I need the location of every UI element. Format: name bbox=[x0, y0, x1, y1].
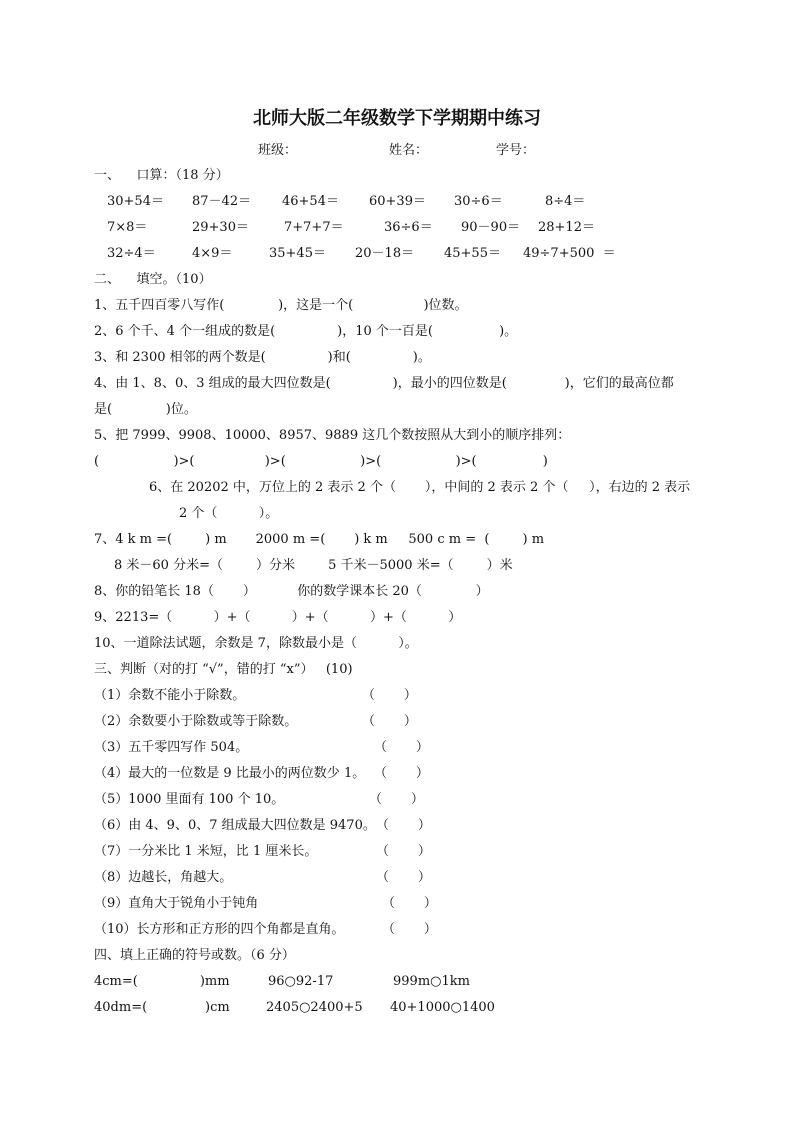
judge-blank: （ ） bbox=[376, 870, 431, 885]
fill-question-10: 10、一道除法试题，余数是 7，除数最小是（ ）。 bbox=[94, 636, 418, 651]
fill-symbol-item: 2405○2400+5 bbox=[266, 1000, 363, 1015]
judge-item: （7）一分米比 1 米短，比 1 厘米长。 bbox=[94, 844, 318, 859]
judge-item: （1）余数不能小于除数。 bbox=[94, 688, 246, 703]
fill-question-8: 8、你的铅笔长 18（ ） 你的数学课本长 20（ ） bbox=[94, 584, 489, 599]
fill-symbol-item: 40+1000○1400 bbox=[390, 1000, 495, 1015]
fill-symbol-item: 40dm=( )cm bbox=[94, 1000, 230, 1015]
calc-item: 28+12＝ bbox=[538, 220, 595, 235]
section3-heading: 三、判断（对的打 “√”，错的打 “x”） (10) bbox=[94, 662, 353, 677]
calc-item: 7+7+7＝ bbox=[284, 220, 344, 235]
calc-item: 49÷7+500 ＝ bbox=[523, 246, 616, 261]
student-id-label: 学号： bbox=[496, 143, 536, 158]
judge-item: （10）长方形和正方形的四个角都是直角。 bbox=[94, 922, 345, 937]
calc-item: 30÷6＝ bbox=[454, 194, 503, 209]
calc-item: 30+54＝ bbox=[107, 194, 164, 209]
name-label: 姓名： bbox=[389, 143, 429, 158]
calc-item: 36÷6＝ bbox=[384, 220, 433, 235]
fill-question-6-cont: 2 个（ ）。 bbox=[179, 506, 279, 521]
calc-item: 8÷4＝ bbox=[545, 194, 586, 209]
class-label: 班级： bbox=[258, 143, 298, 158]
judge-item: （9）直角大于锐角小于钝角 bbox=[94, 896, 259, 911]
calc-item: 45+55＝ bbox=[444, 246, 501, 261]
calc-item: 32÷4＝ bbox=[107, 246, 156, 261]
calc-item: 90－90＝ bbox=[461, 220, 521, 235]
judge-blank: （ ） bbox=[382, 896, 437, 911]
calc-item: 20－18＝ bbox=[355, 246, 415, 261]
calc-item: 35+45＝ bbox=[269, 246, 326, 261]
calc-item: 7×8＝ bbox=[107, 220, 148, 235]
judge-blank: （ ） bbox=[374, 740, 429, 755]
judge-item: （4）最大的一位数是 9 比最小的两位数少 1。 bbox=[94, 766, 366, 781]
fill-symbol-item: 96○92-17 bbox=[268, 974, 334, 989]
judge-item: （2）余数要小于除数或等于除数。 bbox=[94, 714, 298, 729]
fill-question-7-cont: 8 米－60 分米=（ ）分米 5 千米－5000 米=（ ）米 bbox=[114, 558, 513, 573]
fill-question-4: 4、由 1、8、0、3 组成的最大四位数是( )，最小的四位数是( )，它们的最高位都 bbox=[94, 376, 674, 391]
judge-blank: （ ） bbox=[374, 766, 429, 781]
fill-symbol-item: 4cm=( )mm bbox=[94, 974, 230, 989]
judge-blank: （ ） bbox=[369, 792, 424, 807]
calc-item: 4×9＝ bbox=[192, 246, 233, 261]
calc-item: 60+39＝ bbox=[369, 194, 426, 209]
judge-blank: （ ） bbox=[376, 818, 431, 833]
fill-question-1: 1、五千四百零八写作( )，这是一个( )位数。 bbox=[94, 298, 468, 313]
section1-heading: 一、 口算：（18 分） bbox=[94, 168, 229, 183]
judge-item: （5）1000 里面有 100 个 10。 bbox=[94, 792, 285, 807]
judge-blank: （ ） bbox=[382, 922, 437, 937]
calc-item: 87－42＝ bbox=[192, 194, 252, 209]
fill-question-6: 6、在 20202 中，万位上的 2 表示 2 个（ ），中间的 2 表示 2 个（ ），右边的 2 表示 bbox=[149, 480, 691, 495]
judge-item: （6）由 4、9、0、7 组成最大四位数是 9470。 bbox=[94, 818, 376, 833]
judge-blank: （ ） bbox=[376, 844, 431, 859]
fill-question-5-order: ( )>( )>( )>( )>( ) bbox=[94, 454, 548, 469]
calc-item: 29+30＝ bbox=[192, 220, 249, 235]
fill-symbol-item: 999m○1km bbox=[393, 974, 470, 989]
calc-item: 46+54＝ bbox=[282, 194, 339, 209]
judge-item: （8）边越长，角越大。 bbox=[94, 870, 233, 885]
judge-item: （3）五千零四写作 504。 bbox=[94, 740, 249, 755]
section4-heading: 四、填上正确的符号或数。（6 分） bbox=[94, 948, 295, 963]
section2-heading: 二、 填空。（10） bbox=[94, 272, 212, 287]
fill-question-4-cont: 是( )位。 bbox=[94, 402, 197, 417]
fill-question-7: 7、4 k m =( ) m 2000 m =( ) k m 500 c m = ( ) m bbox=[94, 532, 545, 547]
judge-blank: （ ） bbox=[362, 714, 417, 729]
judge-blank: （ ） bbox=[362, 688, 417, 703]
fill-question-3: 3、和 2300 相邻的两个数是( )和( )。 bbox=[94, 350, 431, 365]
fill-question-2: 2、6 个千、4 个一组成的数是( )，10 个一百是( )。 bbox=[94, 324, 518, 339]
page-title: 北师大版二年级数学下学期期中练习 bbox=[253, 108, 541, 129]
fill-question-5: 5、把 7999、9908、10000、8957、9889 这几个数按照从大到小的顺序排列： bbox=[94, 428, 571, 443]
fill-question-9: 9、2213=（ ）+（ ）+（ ）+（ ） bbox=[94, 610, 462, 625]
